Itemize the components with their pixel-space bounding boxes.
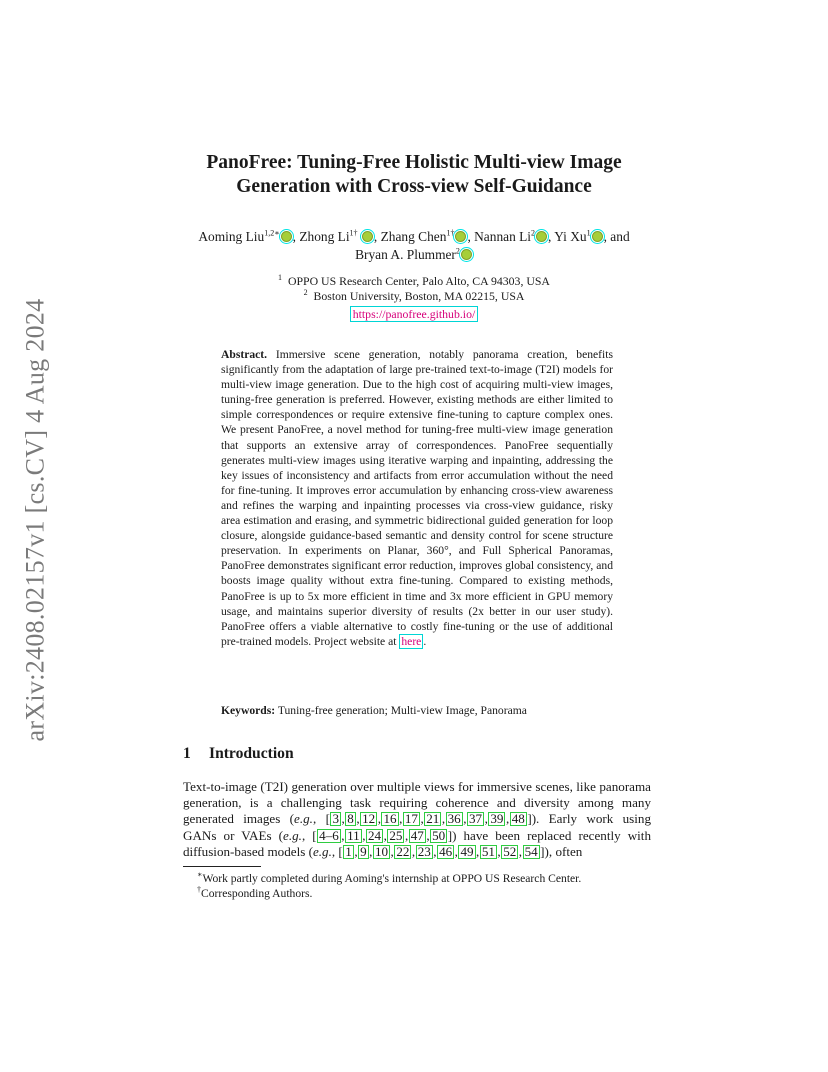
- author-sup: 1: [586, 228, 591, 238]
- author-sup: 2: [531, 228, 536, 238]
- authors-line-1: [150, 228, 678, 246]
- intro-text: Text-to-image (T2I) generation over multiple views for immersive scenes, like panorama generation, is a challenging task requiring coherence and diversity among many generated images (: [183, 779, 651, 827]
- eg-italic: e.g.: [294, 811, 313, 827]
- citation-link[interactable]: 9: [360, 843, 367, 859]
- arxiv-id-text: arXiv:2408.02157v1 [cs.CV] 4 Aug 2024: [20, 298, 49, 742]
- orcid-icon[interactable]: [455, 231, 466, 242]
- eg-italic: e.g.: [312, 843, 332, 859]
- abstract: [221, 347, 613, 649]
- orcid-icon[interactable]: [461, 249, 472, 260]
- intro-text: ) have been replaced recently with diffusion-based models (: [183, 827, 651, 859]
- title-line-1: PanoFree: Tuning-Free Holistic Multi-view Image: [206, 152, 622, 173]
- author-sep: , and: [603, 229, 630, 244]
- affiliation-text: OPPO US Research Center, Palo Alto, CA 94303, USA: [287, 274, 550, 288]
- footnote-text: Work partly completed during Aoming's internship at OPPO US Research Center.: [202, 872, 582, 885]
- abstract-end: .: [423, 634, 427, 648]
- section-number: 1: [183, 745, 191, 762]
- author-list: [150, 228, 678, 264]
- keywords-label: Keywords:: [221, 704, 276, 717]
- citation-link[interactable]: 3: [332, 811, 339, 827]
- citation-link[interactable]: 11: [347, 827, 360, 843]
- citation-group: [ 4–6 , 11 , 24 , 25 , 47 , 50 ]: [312, 827, 453, 843]
- citation-link[interactable]: 54: [524, 843, 538, 859]
- keywords: [221, 703, 613, 718]
- orcid-icon[interactable]: [362, 231, 373, 242]
- author-name: Aoming Liu: [198, 229, 265, 244]
- author-name: Zhong Li: [299, 229, 350, 244]
- affiliation-text: Boston University, Boston, MA 02215, USA: [313, 289, 525, 303]
- paper-title: [150, 151, 678, 199]
- citation-link[interactable]: 25: [389, 827, 403, 843]
- citation-link[interactable]: 47: [410, 827, 424, 843]
- citation-link[interactable]: 10: [374, 843, 389, 859]
- citation-link[interactable]: 4–6: [319, 827, 339, 843]
- citation-link[interactable]: 37: [468, 811, 483, 827]
- citation-link[interactable]: 22: [396, 843, 410, 859]
- section-title-text: Introduction: [209, 745, 294, 762]
- author-name: Nannan Li: [474, 229, 532, 244]
- citation-group: [ 3 , 8 , 12 , 16 , 17 , 21 , 36 , 37 , 39 , 48 ]: [325, 811, 532, 827]
- author-sep: ,: [548, 229, 555, 244]
- author-name: Yi Xu: [554, 229, 587, 244]
- affiliation-1: [150, 274, 678, 289]
- orcid-icon[interactable]: [592, 231, 603, 242]
- citation-link[interactable]: 21: [426, 811, 440, 827]
- author-sup: 1,2∗: [264, 228, 280, 238]
- author-sup: 1†: [446, 228, 455, 238]
- author-sup: 1†: [349, 228, 358, 238]
- citation-link[interactable]: 36: [447, 811, 461, 827]
- footnote-2: [197, 886, 657, 901]
- footnotes: [197, 871, 657, 901]
- citation-link[interactable]: 46: [439, 843, 453, 859]
- intro-paragraph: Text-to-image (T2I) generation over multiple views for immersive scenes, like panorama generation, is a challenging task requiring coherence and diversity among many generated images (e.g., [ 3 , 8 , 12 , 16 , 17 , 21 , 36 , 37 , 39 , 48 ]). Early work using GANs or VAEs (e.g., [ 4–6 , 11 , 24 , 25 , 47 , 50 ]) have been replaced recently with diffusion-based models (e.g., [ 1 , 9 , 10 , 22 , 23 , 46 , 49 , 51 , 52 , 54 ]), often: [183, 779, 651, 859]
- footnote-1: [197, 871, 657, 886]
- citation-link[interactable]: 1: [345, 843, 352, 859]
- intro-text: ), often: [544, 843, 583, 859]
- section-heading: [183, 744, 294, 764]
- citation-link[interactable]: 16: [383, 811, 397, 827]
- citation-link[interactable]: 8: [347, 811, 354, 827]
- author-sup: 2: [455, 246, 460, 256]
- citation-link[interactable]: 23: [417, 843, 431, 859]
- project-website-link[interactable]: here: [401, 634, 422, 648]
- citation-link[interactable]: 17: [404, 811, 418, 827]
- citation-link[interactable]: 50: [432, 827, 446, 843]
- citation-link[interactable]: 49: [460, 843, 474, 859]
- author-sep: ,: [373, 229, 381, 244]
- abstract-text: Immersive scene generation, notably panorama creation, benefits significantly from the adaptation of large pre-trained text-to-image (T2I) models for multi-view image generation. Due to the high cost of acquiring multi-view images, tuning-free generation is preferred. However, existing methods are either limited to simple correspondences or require extensive fine-tuning to capture complex ones. We present PanoFree, a novel method for tuning-free multi-view image generation that supports an extensive array of correspondences. PanoFree sequentially generates multi-view images using iterative warping and inpainting, addressing the key issues of inconsistency and artifacts from error accumulation without the need for fine-tuning. It improves error accumulation by enhancing cross-view awareness and refines the warping and inpainting processes via cross-view guidance, risky area estimation and erasing, and symmetric bidirectional guided generation for loop closure, alongside guidance-based semantic and density control for scene structure preservation. In experiments on Planar, 360°, and Full Spherical Panoramas, PanoFree demonstrates significant error reduction, improves global consistency, and boosts image quality without extra fine-tuning. Compared to existing methods, PanoFree is up to 5x more efficient in time and 3x more efficient in GPU memory usage, and maintains superior diversity of results (2x better in our user study). PanoFree offers a viable alternative to costly fine-tuning or the use of additional pre-trained models. Project website at: [221, 348, 613, 648]
- citation-link[interactable]: 39: [490, 811, 504, 827]
- orcid-icon[interactable]: [536, 231, 547, 242]
- keywords-text: Tuning-free generation; Multi-view Image, Panorama: [277, 704, 527, 717]
- citation-link[interactable]: 48: [511, 811, 525, 827]
- intro-text: ). Early work using GANs or VAEs (: [183, 811, 651, 843]
- affiliations: [150, 274, 678, 322]
- title-line-2: Generation with Cross-view Self-Guidance: [236, 176, 592, 197]
- authors-line-2: [150, 246, 678, 264]
- author-name: Zhang Chen: [380, 229, 447, 244]
- footnote-rule: [183, 866, 261, 867]
- orcid-icon[interactable]: [281, 231, 292, 242]
- citation-link[interactable]: 12: [362, 811, 376, 827]
- author-sep: ,: [467, 229, 475, 244]
- author-sep: ,: [292, 229, 300, 244]
- affiliation-2: [150, 289, 678, 304]
- footnote-text: Corresponding Authors.: [201, 887, 313, 900]
- affiliation-sup: 1: [278, 273, 283, 283]
- arxiv-sidebar-stamp: [14, 290, 56, 750]
- eg-italic: e.g.: [283, 827, 302, 843]
- footnote-mark: ∗: [197, 870, 203, 880]
- author-name: Bryan A. Plummer: [355, 247, 456, 262]
- citation-link[interactable]: 51: [481, 843, 495, 859]
- project-url-row: [150, 306, 678, 322]
- citation-group: [ 1 , 9 , 10 , 22 , 23 , 46 , 49 , 51 , 52 , 54 ]: [338, 843, 545, 859]
- abstract-label: Abstract.: [221, 348, 268, 361]
- project-url-link[interactable]: https://panofree.github.io/: [350, 306, 479, 322]
- footnote-mark: †: [197, 885, 201, 895]
- citation-link[interactable]: 52: [503, 843, 517, 859]
- citation-link[interactable]: 24: [367, 827, 382, 843]
- affiliation-sup: 2: [303, 288, 308, 298]
